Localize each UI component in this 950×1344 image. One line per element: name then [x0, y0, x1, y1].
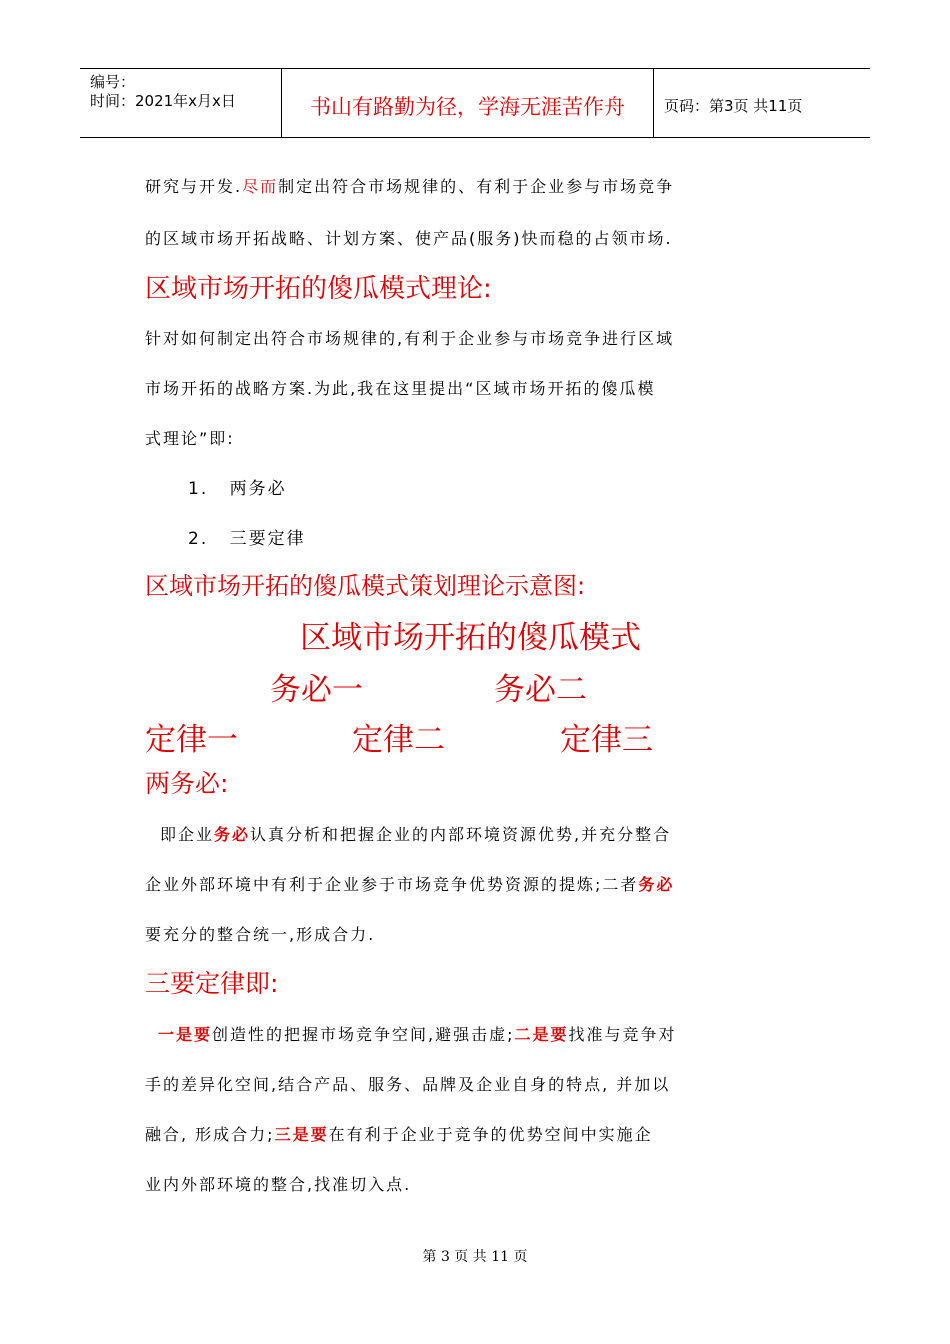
- list-text: 三要定律: [229, 529, 306, 549]
- paragraph-text: 即企业: [160, 825, 215, 844]
- list-item: [188, 524, 306, 549]
- header-motto: 书山有路勤为径，学海无涯苦作舟: [282, 69, 654, 137]
- highlight-text: 二是要: [514, 1025, 569, 1044]
- paragraph-text: 企业外部环境中有利于企业参于市场竞争优势资源的提炼;二者: [145, 875, 639, 894]
- paragraph-text: 找准与竞争对: [568, 1025, 677, 1044]
- paragraph-text: 在有利于企业于竞争的优势空间中实施企: [328, 1125, 653, 1144]
- list-number: 1.: [188, 479, 209, 499]
- intro-text: 研究与开发.: [145, 177, 243, 196]
- paragraph-line: [160, 822, 671, 845]
- diagram-top-label: 区域市场开拓的傻瓜模式: [300, 620, 641, 656]
- intro-highlight: 尽而: [242, 177, 279, 196]
- diagram-bottom-label: 定律三: [560, 722, 653, 758]
- page-footer: 第 3 页 共 11 页: [422, 1249, 528, 1265]
- list-text: 两务必: [229, 479, 287, 499]
- intro-text: 制定出符合市场规律的、有利于企业参与市场竞争: [278, 177, 675, 196]
- paragraph-text: 创造性的把握市场竞争空间,避强击虚;: [212, 1025, 515, 1044]
- paragraph-line: 业内外部环境的整合,找准切入点.: [145, 1175, 412, 1194]
- highlight-text: 一是要: [158, 1025, 213, 1044]
- paragraph-line: [158, 1022, 677, 1045]
- paragraph-line: [145, 1122, 653, 1145]
- section-title: 区域市场开拓的傻瓜模式策划理论示意图:: [145, 572, 586, 600]
- paragraph-text: 认真分析和把握企业的内部环境资源优势,并充分整合: [250, 825, 672, 844]
- paragraph-line: 针对如何制定出符合市场规律的,有利于企业参与市场竞争进行区域: [145, 329, 675, 348]
- paragraph-line: 要充分的整合统一,形成合力.: [145, 925, 376, 944]
- header-page-info: 页码：第3页 共11页: [664, 96, 803, 115]
- header-table: [80, 68, 870, 138]
- highlight-text: 务必: [214, 825, 251, 844]
- paragraph-line: [145, 872, 674, 895]
- diagram-middle-label: 务必二: [494, 672, 587, 708]
- list-item: [188, 474, 287, 499]
- highlight-text: 三是要: [274, 1125, 329, 1144]
- intro-line-1: [145, 174, 674, 197]
- section-title: 三要定律即:: [145, 969, 279, 998]
- paragraph-line: 市场开拓的战略方案.为此,我在这里提出“区域市场开拓的傻瓜模: [145, 379, 656, 398]
- time-label: 时间：2021年x月x日: [90, 92, 236, 110]
- intro-line-2: 的区域市场开拓战略、计划方案、使产品(服务)快而稳的占领市场.: [145, 229, 673, 248]
- section-title: 两务必:: [145, 769, 229, 798]
- header-meta: [80, 69, 282, 137]
- diagram-middle-label: 务必一: [270, 672, 363, 708]
- diagram-bottom-label: 定律二: [352, 722, 445, 758]
- list-number: 2.: [188, 529, 209, 549]
- paragraph-line: 式理论”即:: [145, 429, 235, 448]
- paragraph-text: 融合, 形成合力;: [145, 1125, 275, 1144]
- highlight-text: 务必: [638, 875, 675, 894]
- number-label: 编号：: [90, 73, 136, 91]
- diagram-bottom-label: 定律一: [145, 722, 238, 758]
- paragraph-line: 手的差异化空间,结合产品、服务、品牌及企业自身的特点, 并加以: [145, 1075, 671, 1094]
- section-title: 区域市场开拓的傻瓜模式理论:: [145, 274, 492, 304]
